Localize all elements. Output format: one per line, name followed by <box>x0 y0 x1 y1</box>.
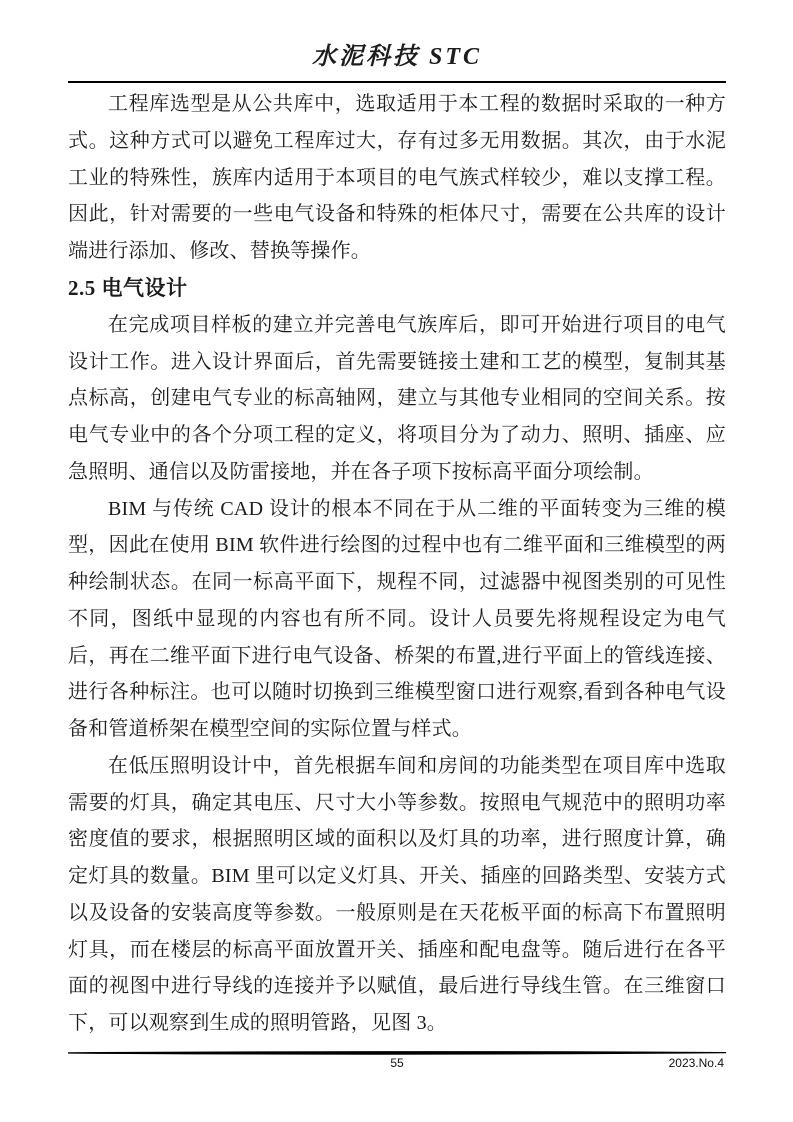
page-content <box>68 0 726 1042</box>
page-number: 55 <box>390 1056 404 1070</box>
issue-number: 2023.No.4 <box>668 1056 724 1070</box>
section-heading-electrical-design: 2.5 电气设计 <box>68 275 188 300</box>
paragraph-project-library: 工程库选型是从公共库中，选取适用于本工程的数据时采取的一种方式。这种方式可以避免工程库过大，存有过多无用数据。其次，由于水泥工业的特殊性，族库内适用于本项目的电气族式样较少，难以支撑工程。因此，针对需要的一些电气设备和特殊的柜体尺寸，需要在公共库的设计端进行添加、修改、替换等操作。 <box>68 93 726 262</box>
article-body <box>68 86 726 1042</box>
page-footer <box>68 1056 726 1072</box>
journal-title: 水泥科技 STC <box>311 44 482 70</box>
header-rule <box>68 81 726 83</box>
paragraph-lighting-design: 在低压照明设计中，首先根据车间和房间的功能类型在项目库中选取需要的灯具，确定其电压、尺寸大小等参数。按照电气规范中的照明功率密度值的要求，根据照明区域的面积以及灯具的功率，进行照度计算，确定灯具的数量。BIM 里可以定义灯具、开关、插座的回路类型、安装方式以及设备的安装高度等参数。一般原则是在天花板平面的标高下布置照明灯具，而在楼层的标高平面放置开关、插座和配电盘等。随后进行在各平面的视图中进行导线的连接并予以赋值，最后进行导线生管。在三维窗口下，可以观察到生成的照明管路，见图 3。 <box>68 754 726 1034</box>
paragraph-electrical-design: 在完成项目样板的建立并完善电气族库后，即可开始进行项目的电气设计工作。进入设计界面后，首先需要链接土建和工艺的模型，复制其基点标高，创建电气专业的标高轴网，建立与其他专业相同的空间关系。按电气专业中的各个分项工程的定义，将项目分为了动力、照明、插座、应急照明、通信以及防雷接地，并在各子项下按标高平面分项绘制。 <box>68 313 726 483</box>
paragraph-bim-vs-cad: BIM 与传统 CAD 设计的根本不同在于从二维的平面转变为三维的模型，因此在使用 BIM 软件进行绘图的过程中也有二维平面和三维模型的两种绘制状态。在同一标高平面下，规程不同，过滤器中视图类别的可见性不同，图纸中显现的内容也有所不同。设计人员要先将规程设定为电气后，再在二维平面下进行电气设备、桥架的布置,进行平面上的管线连接、进行各种标注。也可以随时切换到三维模型窗口进行观察,看到各种电气设备和管道桥架在模型空间的实际位置与样式。 <box>68 497 726 740</box>
